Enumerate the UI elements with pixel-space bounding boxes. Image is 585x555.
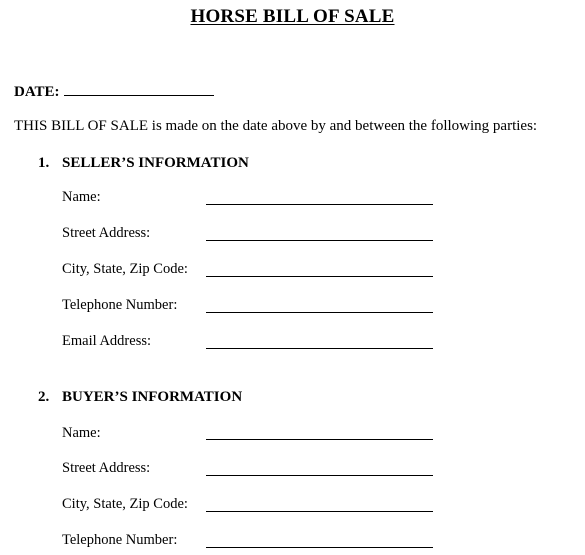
seller-street-line[interactable] [206,240,433,241]
seller-phone-line[interactable] [206,312,433,313]
buyer-street-label: Street Address: [62,460,151,476]
seller-city-line[interactable] [206,276,433,277]
seller-email-label: Email Address: [62,333,152,349]
date-row [14,81,214,101]
seller-name-line[interactable] [206,204,433,205]
seller-street-label: Street Address: [62,225,151,241]
buyer-phone-label: Telephone Number: [62,532,178,548]
section-heading-buyer [38,389,242,406]
buyer-city-label: City, State, Zip Code: [62,496,188,512]
document-title: HORSE BILL OF SALE [190,6,395,27]
section-heading-seller [38,155,249,172]
buyer-street-line[interactable] [206,475,433,476]
seller-name-label: Name: [62,189,101,205]
seller-email-line[interactable] [206,348,433,349]
date-label: DATE: [14,84,60,100]
buyer-city-line[interactable] [206,511,433,512]
buyer-name-line[interactable] [206,439,433,440]
section-title: SELLER’S INFORMATION [62,155,249,171]
date-blank-line[interactable] [64,81,214,96]
seller-city-label: City, State, Zip Code: [62,261,188,277]
section-number: 1. [38,155,50,171]
buyer-phone-line[interactable] [206,547,433,548]
seller-phone-label: Telephone Number: [62,297,178,313]
intro-paragraph: THIS BILL OF SALE is made on the date above by and between the following parties: [14,118,538,134]
section-number: 2. [38,389,50,405]
buyer-name-label: Name: [62,425,101,441]
section-title: BUYER’S INFORMATION [62,389,243,405]
